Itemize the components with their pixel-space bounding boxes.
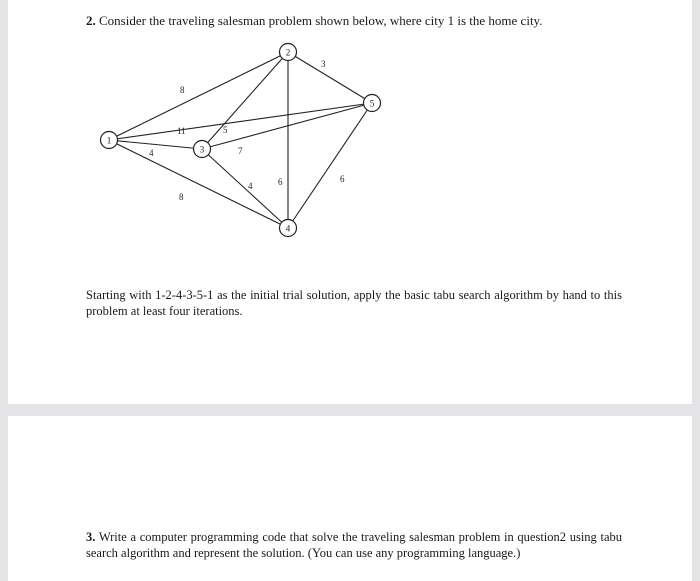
weight-label-2-5: 3 <box>321 59 326 69</box>
question-3-number: 3. <box>86 530 96 544</box>
question-3-body: Write a computer programming code that solve the traveling salesman problem in question2 using tabu search algorithm and represent the solution. (You can use any programming language.) <box>86 530 622 560</box>
question-3-text <box>86 529 622 561</box>
city-node-4 <box>280 220 297 237</box>
weight-label-2-4: 6 <box>278 177 283 187</box>
weight-label-1-3: 4 <box>149 148 154 158</box>
edge-3-4 <box>202 149 288 228</box>
question-2-body: Starting with 1-2-4-3-5-1 as the initial trial solution, apply the basic tabu search algorithm by hand to this problem at least four iterations. <box>86 288 622 318</box>
edge-4-5 <box>288 103 372 228</box>
weight-label-1-4: 8 <box>179 192 184 202</box>
city-node-2-label: 2 <box>285 47 291 58</box>
edge-1-2 <box>109 52 288 140</box>
edge-2-5 <box>288 52 372 103</box>
city-node-1-label: 1 <box>106 135 112 146</box>
city-node-3-label: 3 <box>199 144 205 155</box>
weight-label-3-5: 7 <box>238 146 243 156</box>
weight-label-4-5: 6 <box>340 174 345 184</box>
edge-1-3 <box>109 140 202 149</box>
question-2-number: 2. <box>86 13 96 28</box>
city-node-3 <box>194 141 211 158</box>
city-node-2 <box>280 44 297 61</box>
edge-3-5 <box>202 103 372 149</box>
city-node-5-label: 5 <box>369 98 375 109</box>
weight-label-1-5: 11 <box>177 126 186 136</box>
page-question-2 <box>8 0 692 404</box>
city-node-1 <box>101 132 118 149</box>
weight-label-1-2: 8 <box>180 85 185 95</box>
edge-2-3 <box>202 52 288 149</box>
city-node-4-label: 4 <box>285 223 291 234</box>
weight-label-2-3: 5 <box>223 125 228 135</box>
tsp-graph <box>8 0 692 404</box>
weight-label-3-4: 4 <box>248 181 253 191</box>
page-question-3 <box>8 416 692 581</box>
city-node-5 <box>364 95 381 112</box>
edge-1-5 <box>109 103 372 140</box>
question-2-title: Consider the traveling salesman problem shown below, where city 1 is the home city. <box>99 13 543 28</box>
